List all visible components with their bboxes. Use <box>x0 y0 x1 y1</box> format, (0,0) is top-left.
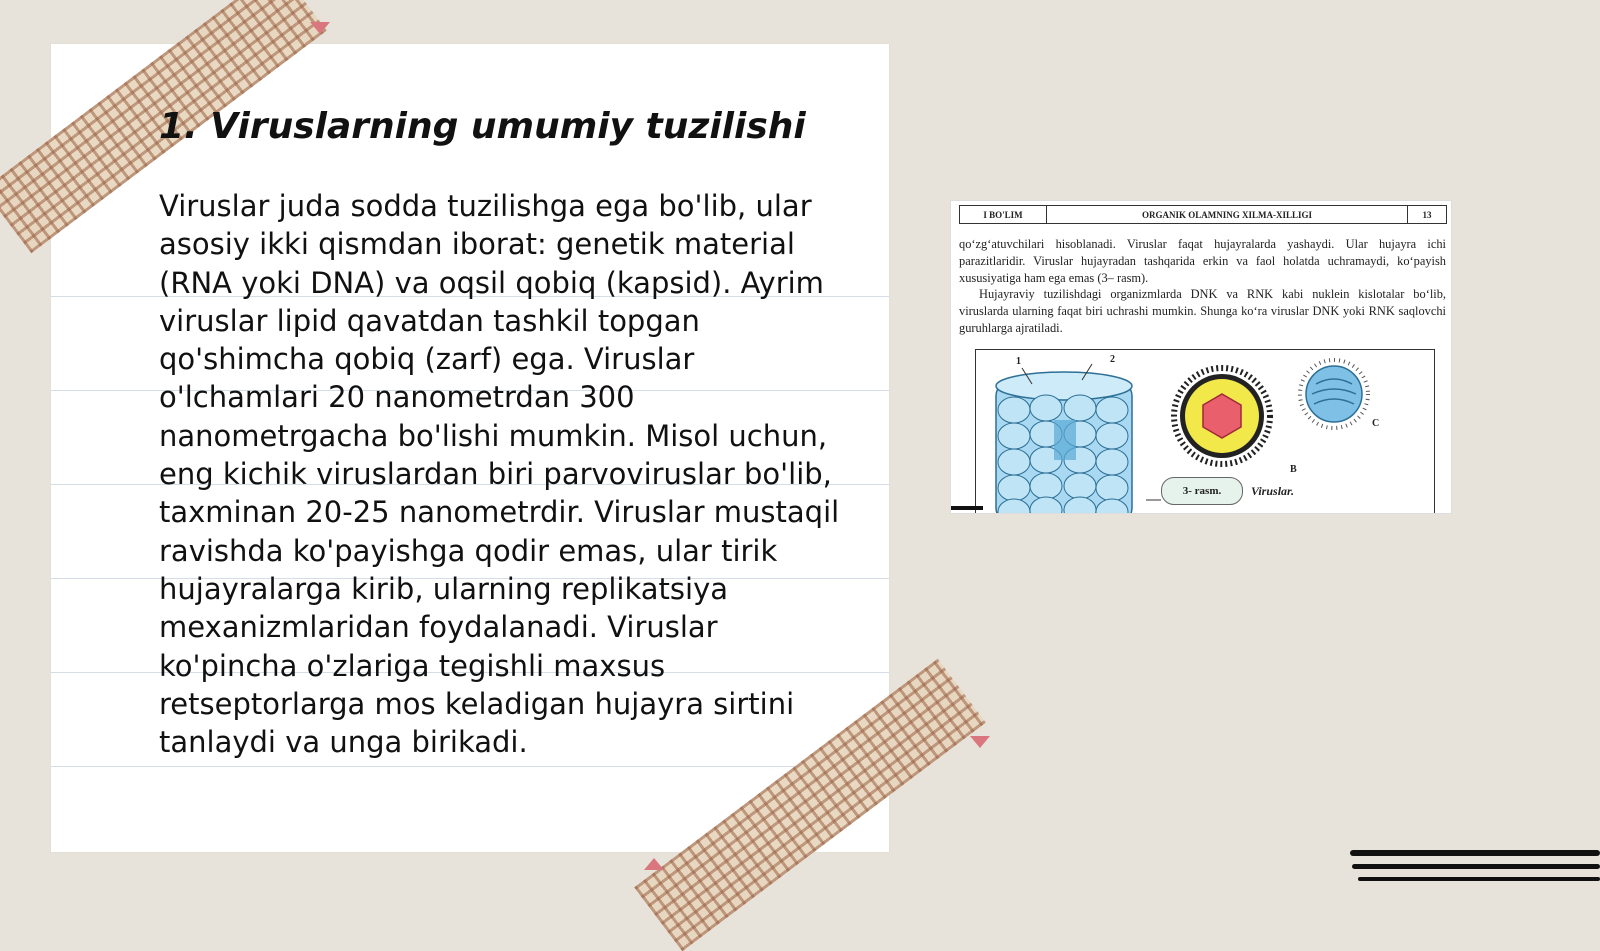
book-page-number: 13 <box>1422 209 1432 220</box>
figure-caption-number: 3- rasm. <box>1161 477 1243 505</box>
figure-caption-text: Viruslar. <box>1251 484 1295 498</box>
brush-stroke <box>1350 850 1600 856</box>
figure-label-2: 2 <box>1110 354 1115 365</box>
tape-tip-icon <box>644 858 664 870</box>
figure-label-1: 1 <box>1016 356 1021 367</box>
figure-label-c: C <box>1372 418 1380 429</box>
textbook-page-image <box>950 200 1452 514</box>
figure-label-b: B <box>1290 464 1297 475</box>
book-header-section: I BO'LIM <box>960 206 1047 223</box>
book-text <box>959 236 1446 337</box>
book-paragraph-2: Hujayraviy tuzilishdagi organizmlarda DNK va RNK kabi nuklein kislotalar bo‘lib, viruslarda ularning faqat biri uchrashi mumkin. Shunga ko‘ra viruslar DNK yoki RNK saqlovchi guruhlarga ajratiladi. <box>959 287 1446 335</box>
virus-b-drawing <box>1174 368 1270 464</box>
book-header <box>959 205 1447 224</box>
paper-rule-line <box>51 766 889 767</box>
image-corner-mark <box>951 506 983 510</box>
book-header-title: ORGANIK OLAMNING XILMA-XILLIGI <box>1047 206 1408 223</box>
virus-c-drawing <box>1300 360 1368 428</box>
virus-a-drawing <box>996 364 1132 514</box>
slide-body-text: Viruslar juda sodda tuzilishga ega bo'lib, ular asosiy ikki qismdan iborat: genetik material (RNA yoki DNA) va oqsil qobiq (kapsid). Ayrim viruslar lipid qavatdan tashkil topgan qo'shimcha qobiq (zarf) ega. Viruslar o'lchamlari 20 nanometrdan 300 nanometrgacha bo'lishi mumkin. Misol uchun, eng kichik viruslardan biri parvoviruslar bo'lib, taxminan 20-25 nanometrdir. Viruslar mustaqil ravishda ko'payishga qodir emas, ular tirik hujayralarga kirib, ularning replikatsiya mexanizmlaridan foydalanadi. Viruslar ko'pincha o'zlariga tegishli maxsus retseptorlarga mos keladigan hujayra sirtini tanlaydi va unga birikadi. <box>159 189 840 760</box>
slide-title: 1. Viruslarning umumiy tuzilishi <box>159 106 806 147</box>
tape-tip-icon <box>970 736 990 748</box>
brush-stroke <box>1358 877 1600 881</box>
tape-tip-icon <box>310 22 330 34</box>
book-paragraph-1: qo‘zg‘atuvchilari hisoblanadi. Viruslar faqat hujayralarda yashaydi. Ular hujayra ichi parazitlaridir. Viruslar hujayradan tashqarida erkin va faol holatda uchramaydi, ko‘payish xususiyatiga ham ega emas (3– rasm). <box>959 237 1446 285</box>
brush-stroke <box>1352 864 1600 869</box>
